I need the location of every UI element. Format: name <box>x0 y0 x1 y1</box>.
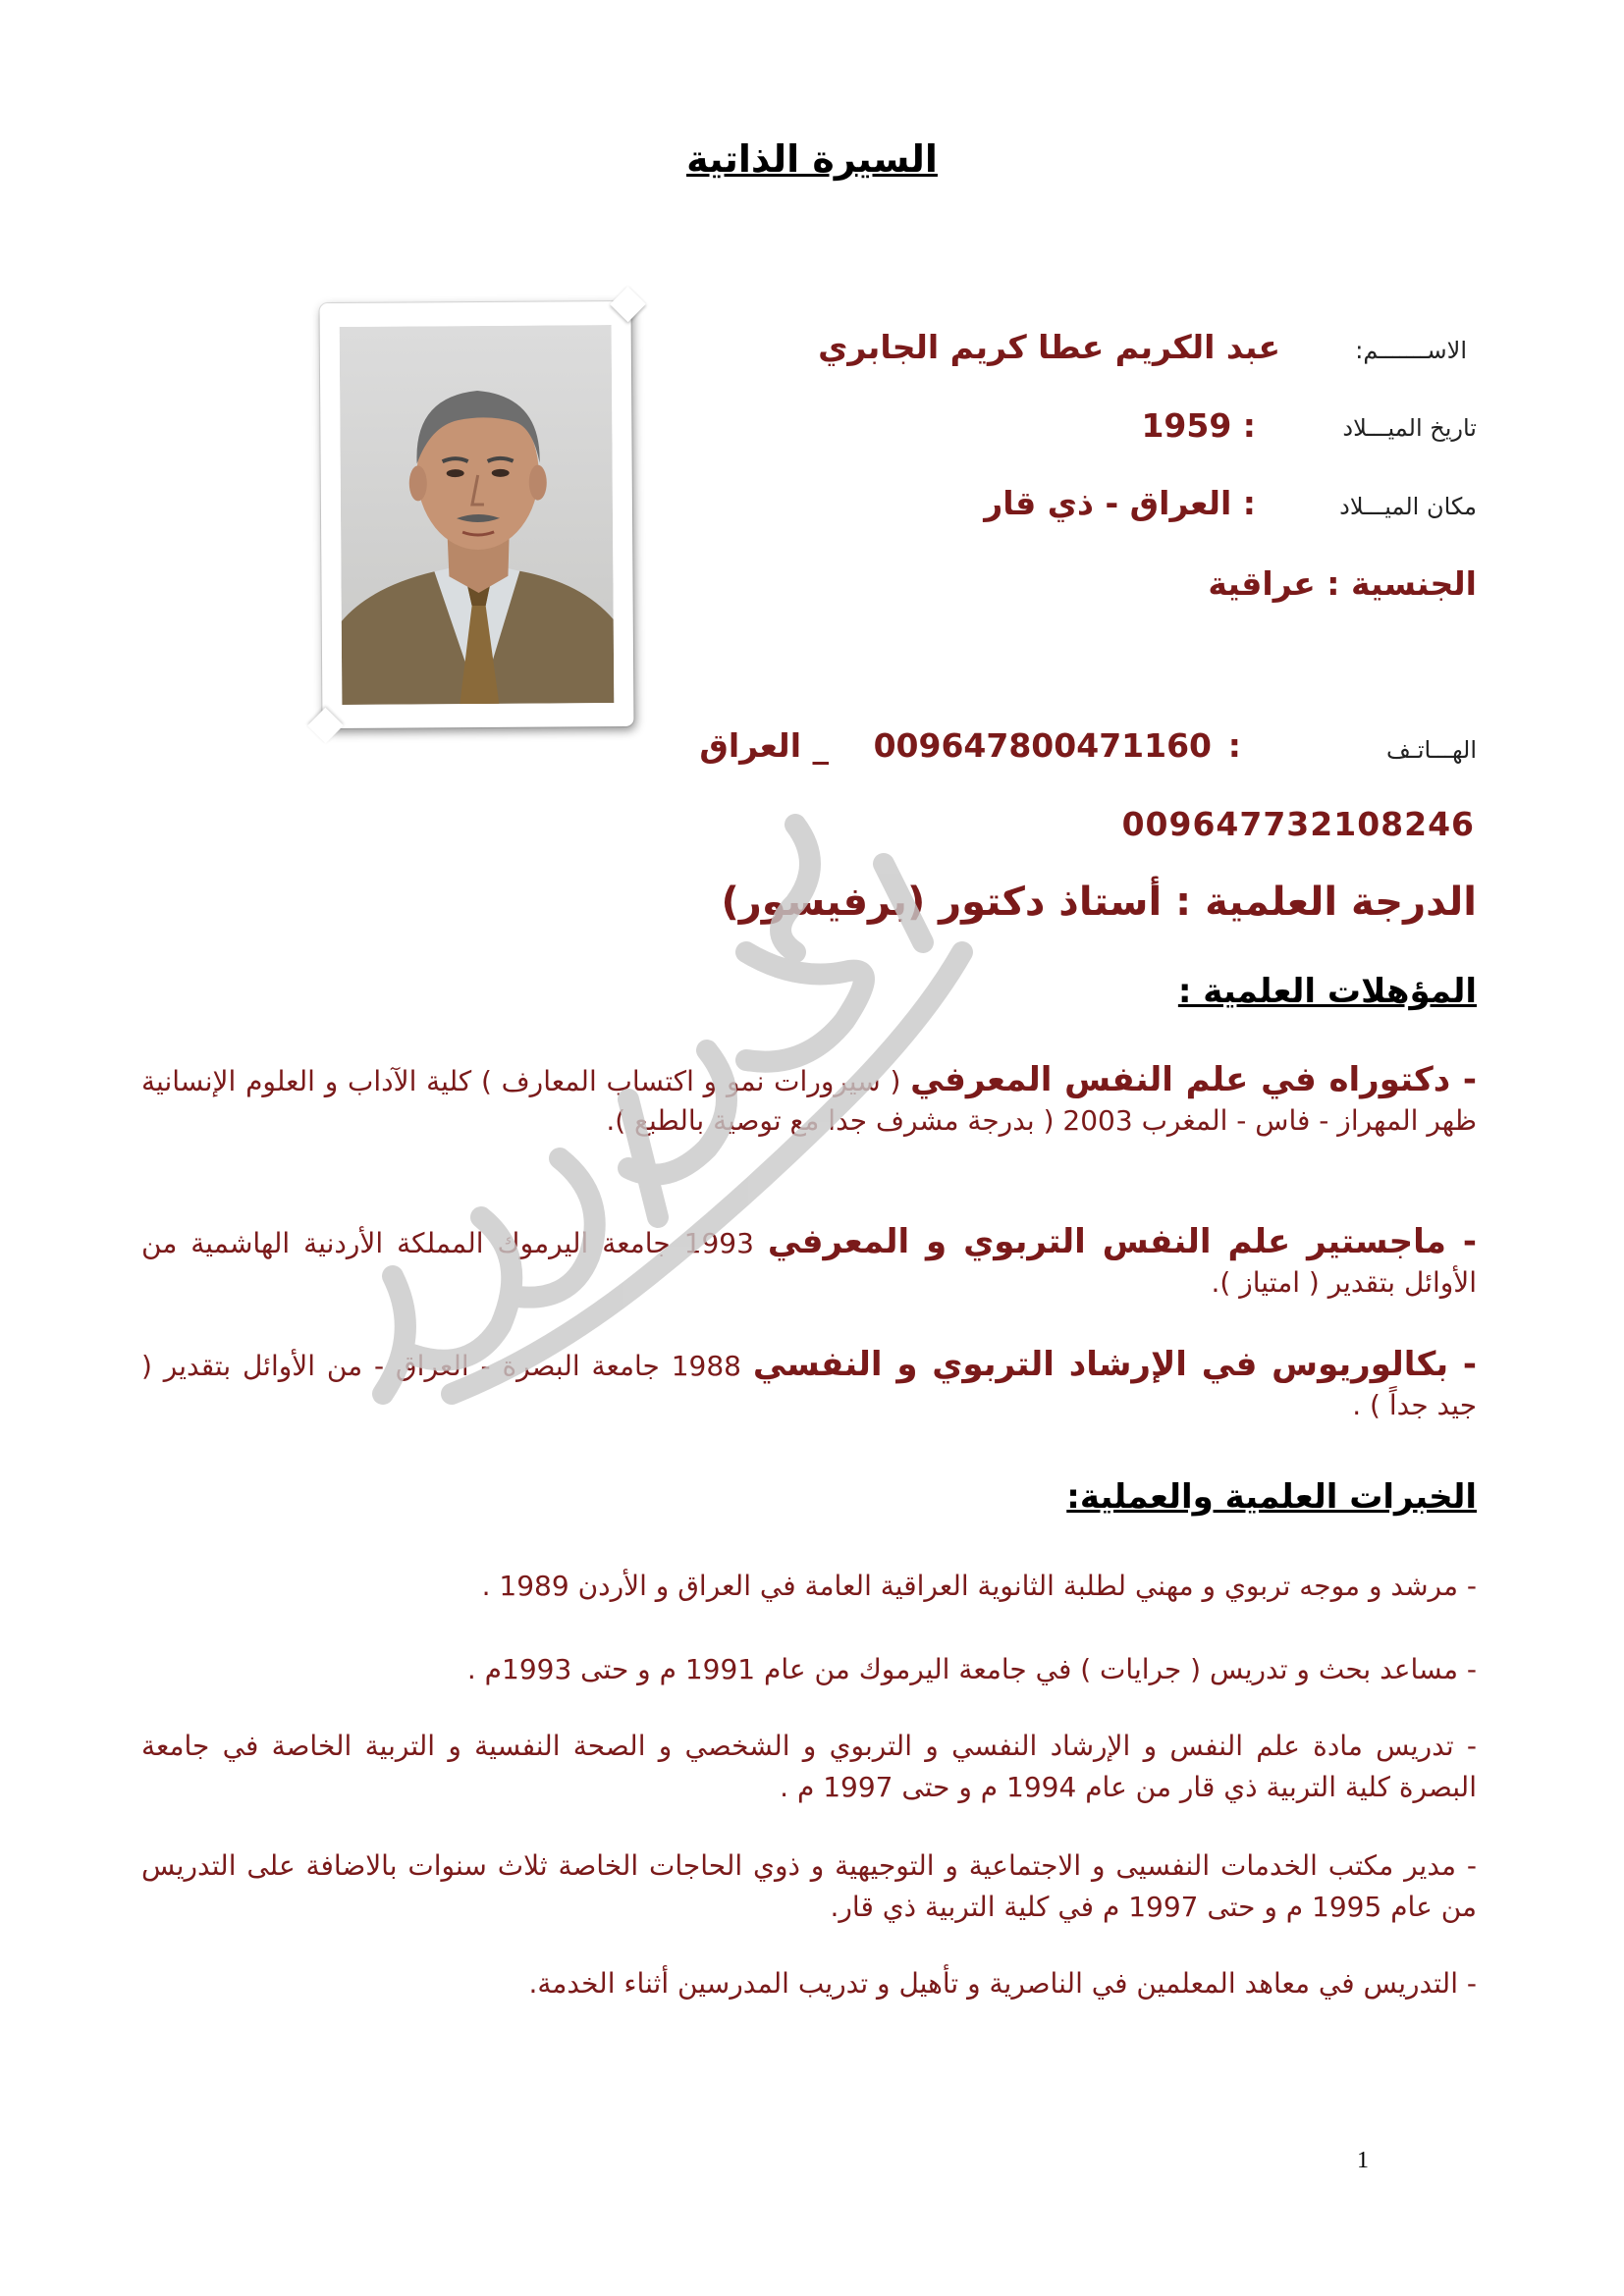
page-number: 1 <box>1357 2148 1369 2173</box>
phone-country: _ العراق <box>699 726 829 765</box>
birthplace-value: : العراق - ذي قار <box>984 484 1256 522</box>
academic-degree: الدرجة العلمية : أستاذ دكتور (برفيسور) <box>721 880 1477 925</box>
name-value: عبد الكريم عطا كريم الجابري <box>818 328 1280 366</box>
document-title: السيرة الذاتية <box>686 137 938 181</box>
qualification-title: - بكالوريوس في الإرشاد التربوي و النفسي <box>752 1345 1477 1384</box>
qualification-item <box>141 1222 1477 1303</box>
portrait-image <box>340 325 615 705</box>
birthdate-value: : 1959 <box>1141 406 1256 445</box>
phone-number-1: 009647800471160 <box>873 726 1212 765</box>
birthdate-label: تاريخ الميـــلاد <box>1342 414 1477 442</box>
qualification-title: - دكتوراه في علم النفس المعرفي <box>910 1060 1477 1099</box>
name-label: الاســـــــم: <box>1355 337 1467 364</box>
experience-item: - التدريس في معاهد المعلمين في الناصرية و تأهيل و تدريب المدرسين أثناء الخدمة. <box>528 1967 1477 2000</box>
experience-item: - مرشد و موجه تربوي و مهني لطلبة الثانوية العراقية العامة في العراق و الأردن 1989 . <box>481 1570 1477 1602</box>
qualification-title: - ماجستير علم النفس التربوي و المعرفي <box>767 1222 1478 1261</box>
experience-item: - مدير مكتب الخدمات النفسيى و الاجتماعية و التوجيهية و ذوي الحاجات الخاصة ثلاث سنوات بالاضافة على التدريس من عام 1995 م و حتى 1997 م في كلية التربية ذي قار. <box>141 1849 1477 1923</box>
qualification-detail: 1993 جامعة اليرموك المملكة الأردنية الهاشمية من الأوائل بتقدير ( امتياز ). <box>141 1227 1477 1299</box>
nationality: الجنسية : عراقية <box>1208 564 1477 603</box>
qualification-item <box>141 1060 1477 1141</box>
qualification-detail: ( سيرورات نمو و اكتساب المعارف ) كلية الآداب و العلوم الإنسانية ظهر المهراز - فاس - المغرب 2003 ( بدرجة مشرف جدا مع توصية بالطبع ). <box>141 1065 1477 1137</box>
experience-item: - مساعد بحث و تدريس ( جرايات ) في جامعة اليرموك من عام 1991 م و حتى 1993م . <box>466 1653 1477 1685</box>
qualifications-heading: المؤهلات العلمية : <box>1177 972 1477 1011</box>
birthplace-label: مكان الميـــلاد <box>1339 493 1477 520</box>
phone-colon: : <box>1227 726 1241 765</box>
experience-heading: الخبرات العلمية والعملية: <box>1066 1477 1477 1517</box>
experience-item: - تدريس مادة علم النفس و الإرشاد النفسي و التربوي و الشخصي و الصحة النفسية و التربية الخاصة في جامعة البصرة كلية التربية ذي قار من عام 1994 م و حتى 1997 م . <box>141 1730 1477 1803</box>
qualification-detail: 1988 جامعة البصرة - العراق - من الأوائل بتقدير ( جيد جداً ) . <box>141 1350 1477 1421</box>
qualification-item <box>141 1345 1477 1425</box>
phone-label: الهـــاتـف <box>1385 736 1477 764</box>
profile-photo <box>319 301 633 728</box>
phone-number-2: 009647732108246 <box>1121 805 1475 843</box>
